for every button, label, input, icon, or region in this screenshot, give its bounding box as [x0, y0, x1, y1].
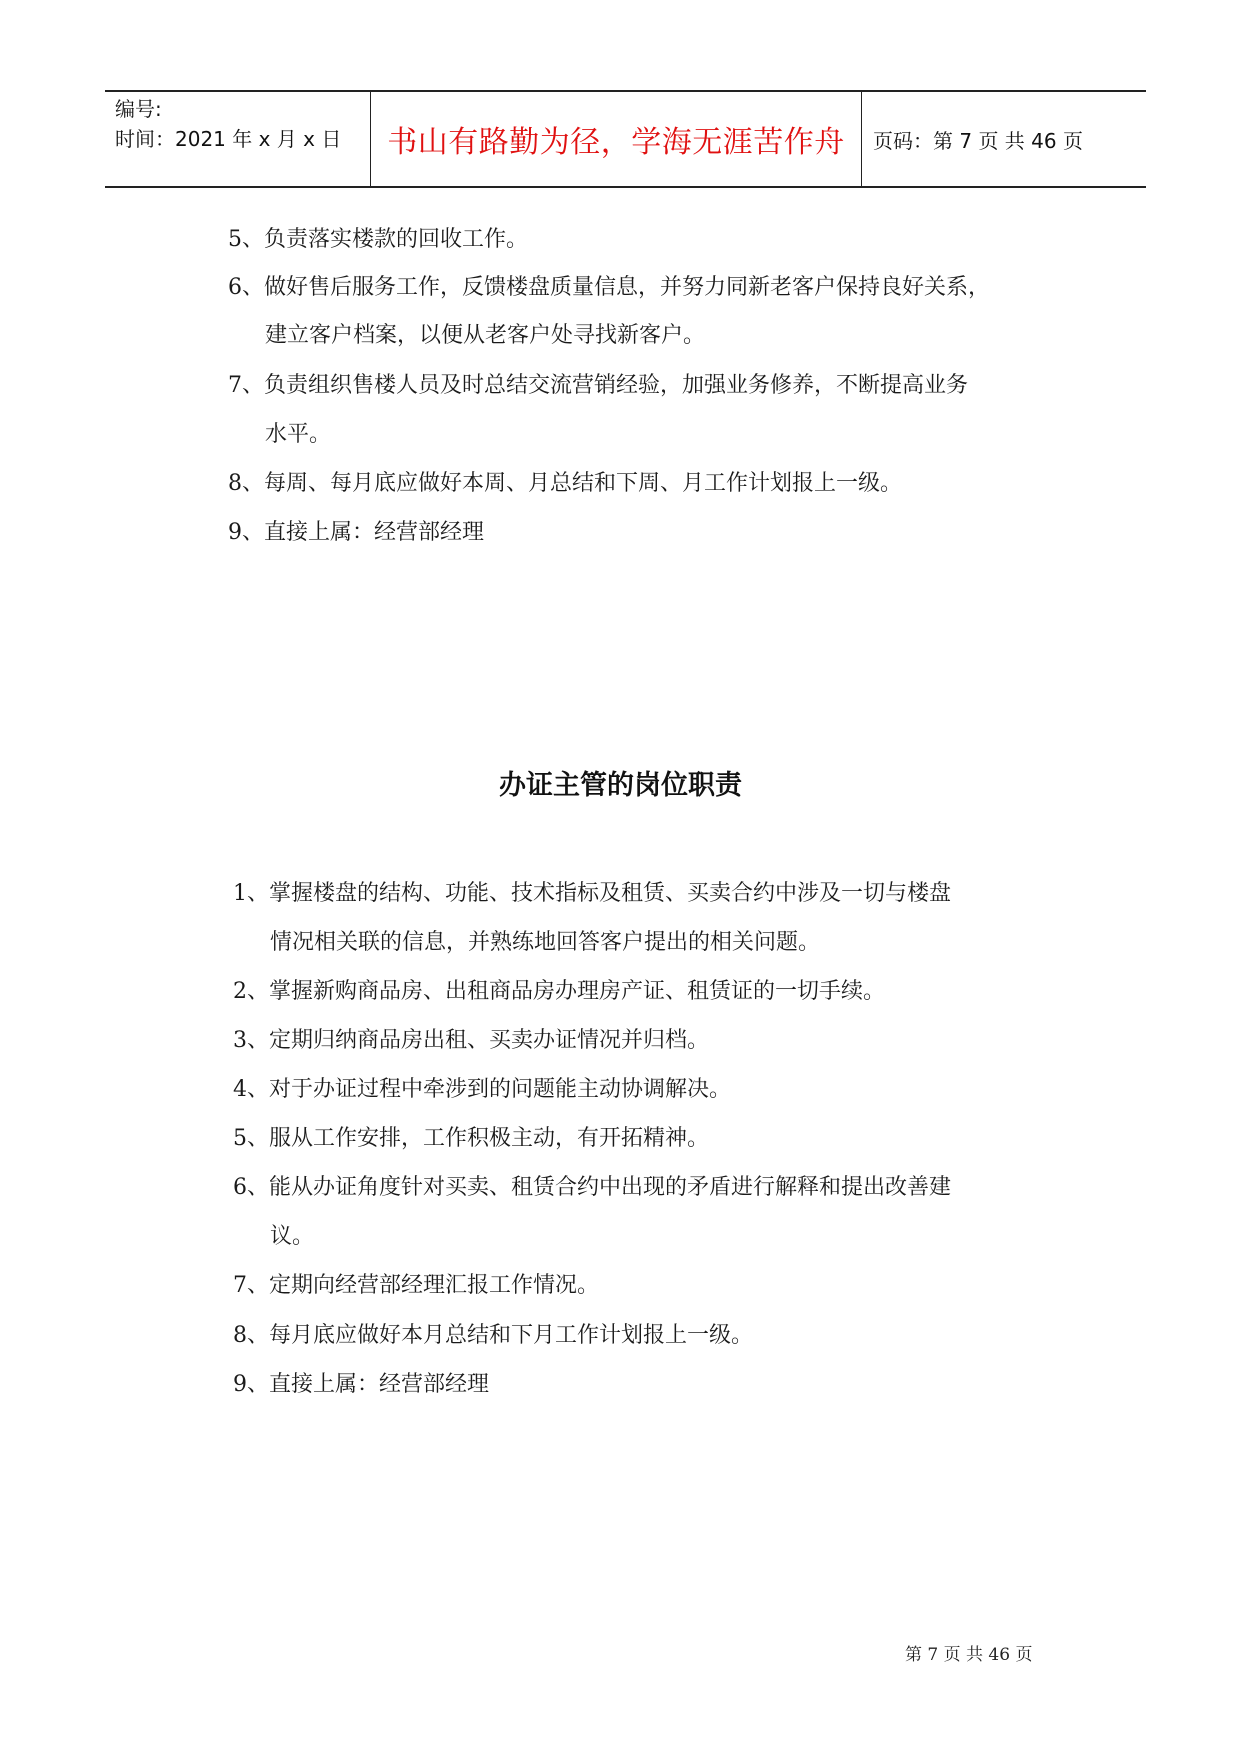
- section-title: 办证主管的岗位职责: [499, 770, 742, 801]
- list-item: 1、掌握楼盘的结构、功能、技术指标及租赁、买卖合约中涉及一切与楼盘: [233, 881, 951, 906]
- header-meta: [115, 94, 341, 154]
- list-item: 2、掌握新购商品房、出租商品房办理房产证、租赁证的一切手续。: [233, 979, 885, 1004]
- list-item: 4、对于办证过程中牵涉到的问题能主动协调解决。: [233, 1077, 731, 1102]
- page-header: [105, 90, 1146, 188]
- list-item: 7、定期向经营部经理汇报工作情况。: [233, 1273, 599, 1298]
- list-item: 6、能从办证角度针对买卖、租赁合约中出现的矛盾进行解释和提出改善建: [233, 1175, 951, 1200]
- document-number-label: 编号:: [115, 97, 162, 121]
- page-footer: 第 7 页 共 46 页: [905, 1645, 1033, 1665]
- list-item: 6、做好售后服务工作，反馈楼盘质量信息，并努力同新老客户保持良好关系，: [228, 275, 990, 300]
- list-item-continuation: 议。: [270, 1224, 315, 1249]
- header-motto: 书山有路勤为径，学海无涯苦作舟: [370, 92, 862, 186]
- list-item: 7、负责组织售楼人员及时总结交流营销经验，加强业务修养，不断提高业务: [228, 373, 968, 398]
- list-item: 3、定期归纳商品房出租、买卖办证情况并归档。: [233, 1028, 709, 1053]
- list-item-continuation: 建立客户档案，以便从老客户处寻找新客户。: [265, 323, 706, 348]
- header-page-info: 页码：第 7 页 共 46 页: [873, 128, 1083, 153]
- list-item: 5、负责落实楼款的回收工作。: [228, 227, 528, 252]
- list-item: 8、每月底应做好本月总结和下月工作计划报上一级。: [233, 1323, 753, 1348]
- list-item: 8、每周、每月底应做好本周、月总结和下周、月工作计划报上一级。: [228, 471, 902, 496]
- list-item-continuation: 水平。: [265, 422, 332, 447]
- list-item: 9、直接上属：经营部经理: [228, 520, 484, 545]
- list-item: 9、直接上属：经营部经理: [233, 1372, 489, 1397]
- document-time-label: 时间：2021 年 x 月 x 日: [115, 127, 342, 151]
- list-item-continuation: 情况相关联的信息，并熟练地回答客户提出的相关问题。: [270, 930, 821, 955]
- list-item: 5、服从工作安排，工作积极主动，有开拓精神。: [233, 1126, 709, 1151]
